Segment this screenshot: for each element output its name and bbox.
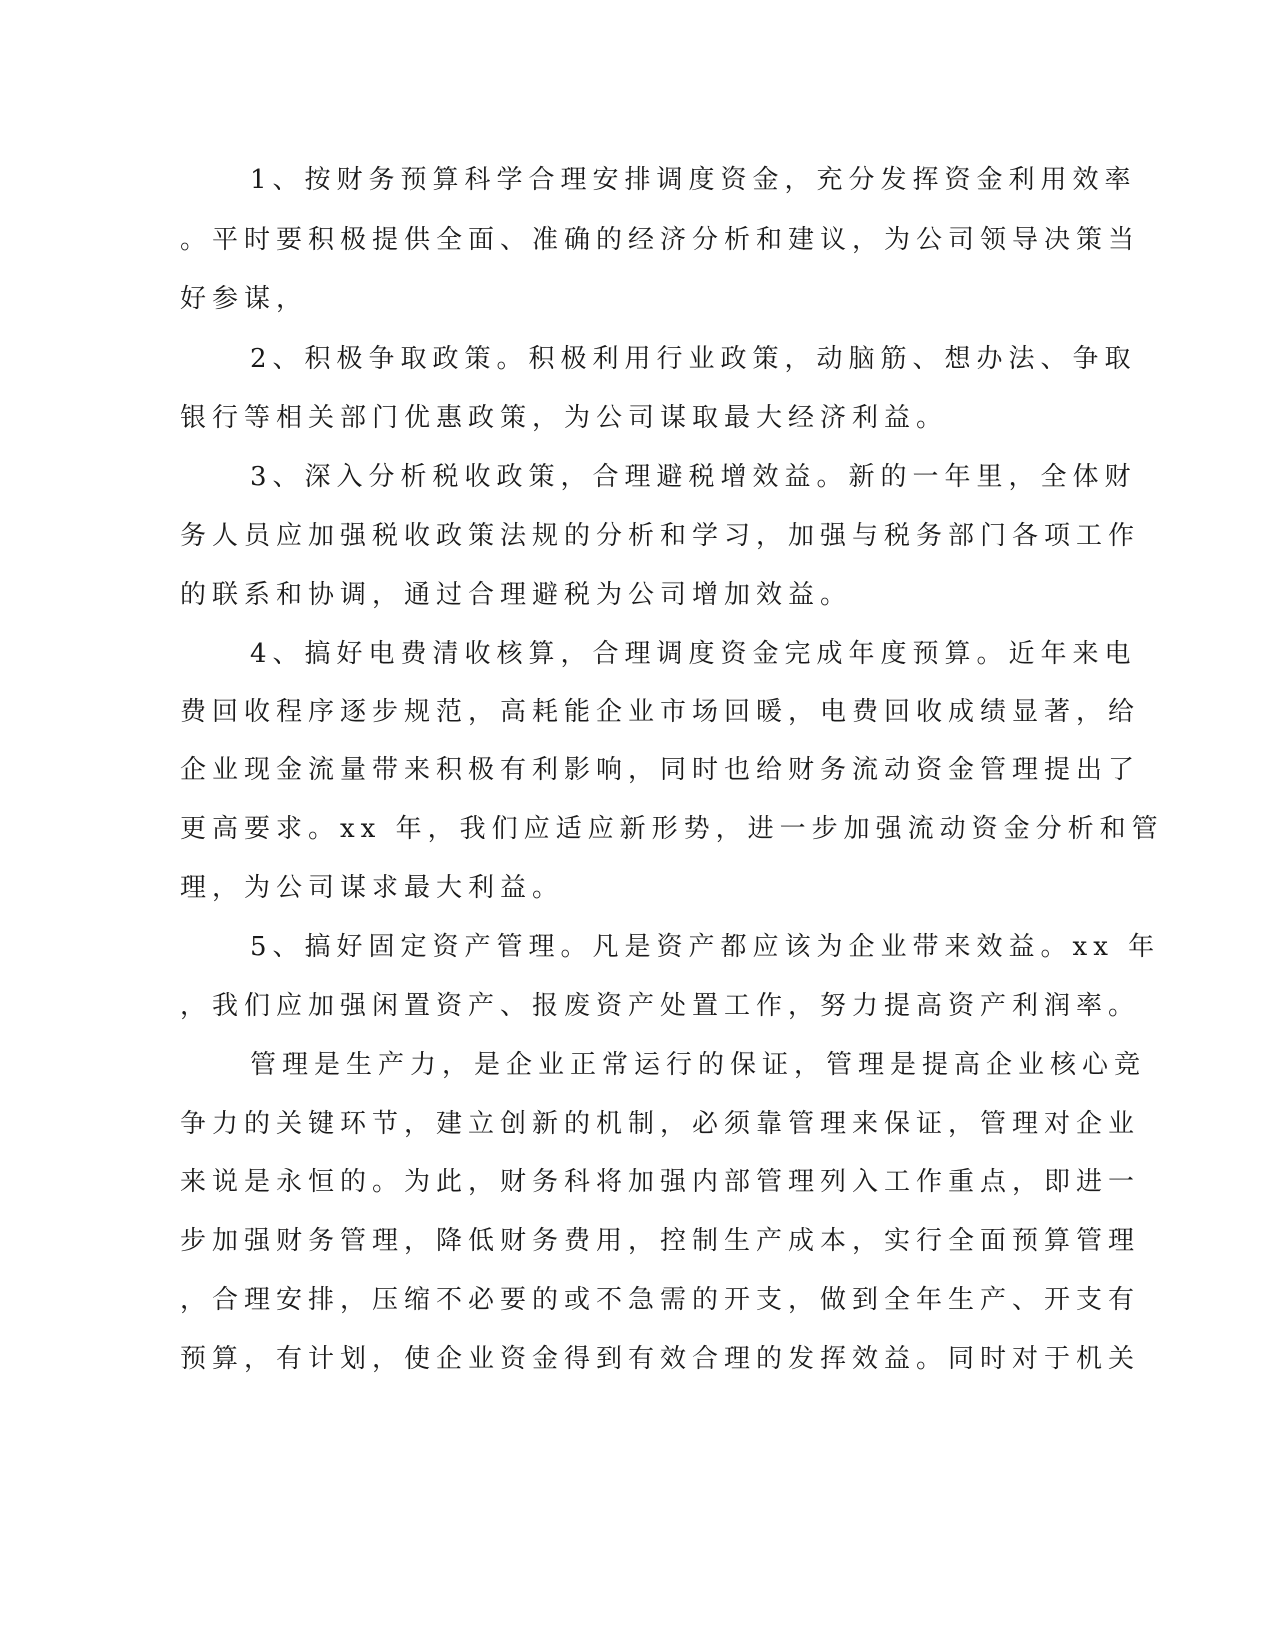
paragraph-1-line-2: 。平时要积极提供全面、准确的经济分析和建议，为公司领导决策当	[180, 225, 1141, 255]
paragraph-4-line-2: 费回收程序逐步规范，高耗能企业市场回暖，电费回收成绩显著，给	[180, 697, 1141, 727]
paragraph-6-line-2: 争力的关键环节，建立创新的机制，必须靠管理来保证，管理对企业	[180, 1109, 1141, 1139]
paragraph-4-line-5: 理，为公司谋求最大利益。	[180, 873, 565, 903]
paragraph-3-line-1: 3、深入分析税收政策，合理避税增效益。新的一年里，全体财	[250, 462, 1137, 492]
paragraph-2-line-1: 2、积极争取政策。积极利用行业政策，动脑筋、想办法、争取	[250, 344, 1137, 374]
paragraph-6-line-1: 管理是生产力，是企业正常运行的保证，管理是提高企业核心竞	[250, 1050, 1147, 1080]
paragraph-4-line-1: 4、搞好电费清收核算，合理调度资金完成年度预算。近年来电	[250, 639, 1137, 669]
paragraph-6-line-3: 来说是永恒的。为此，财务科将加强内部管理列入工作重点，即进一	[180, 1167, 1141, 1197]
paragraph-1-line-3: 好参谋，	[180, 284, 309, 314]
paragraph-6-line-4: 步加强财务管理，降低财务费用，控制生产成本，实行全面预算管理	[180, 1226, 1141, 1256]
paragraph-3-line-3: 的联系和协调，通过合理避税为公司增加效益。	[180, 580, 853, 610]
paragraph-5-line-1: 5、搞好固定资产管理。凡是资产都应该为企业带来效益。xx 年	[250, 932, 1161, 962]
paragraph-6-line-6: 预算，有计划，使企业资金得到有效合理的发挥效益。同时对于机关	[180, 1344, 1141, 1374]
paragraph-6-line-5: ，合理安排，压缩不必要的或不急需的开支，做到全年生产、开支有	[180, 1285, 1141, 1315]
paragraph-4-line-3: 企业现金流量带来积极有利影响，同时也给财务流动资金管理提出了	[180, 755, 1141, 785]
paragraph-1-line-1: 1、按财务预算科学合理安排调度资金，充分发挥资金利用效率	[250, 165, 1137, 195]
paragraph-3-line-2: 务人员应加强税收政策法规的分析和学习，加强与税务部门各项工作	[180, 521, 1141, 551]
paragraph-2-line-2: 银行等相关部门优惠政策，为公司谋取最大经济利益。	[180, 403, 949, 433]
paragraph-5-line-2: ，我们应加强闲置资产、报废资产处置工作，努力提高资产利润率。	[180, 991, 1141, 1021]
paragraph-4-line-4: 更高要求。xx 年，我们应适应新形势，进一步加强流动资金分析和管	[180, 814, 1164, 844]
